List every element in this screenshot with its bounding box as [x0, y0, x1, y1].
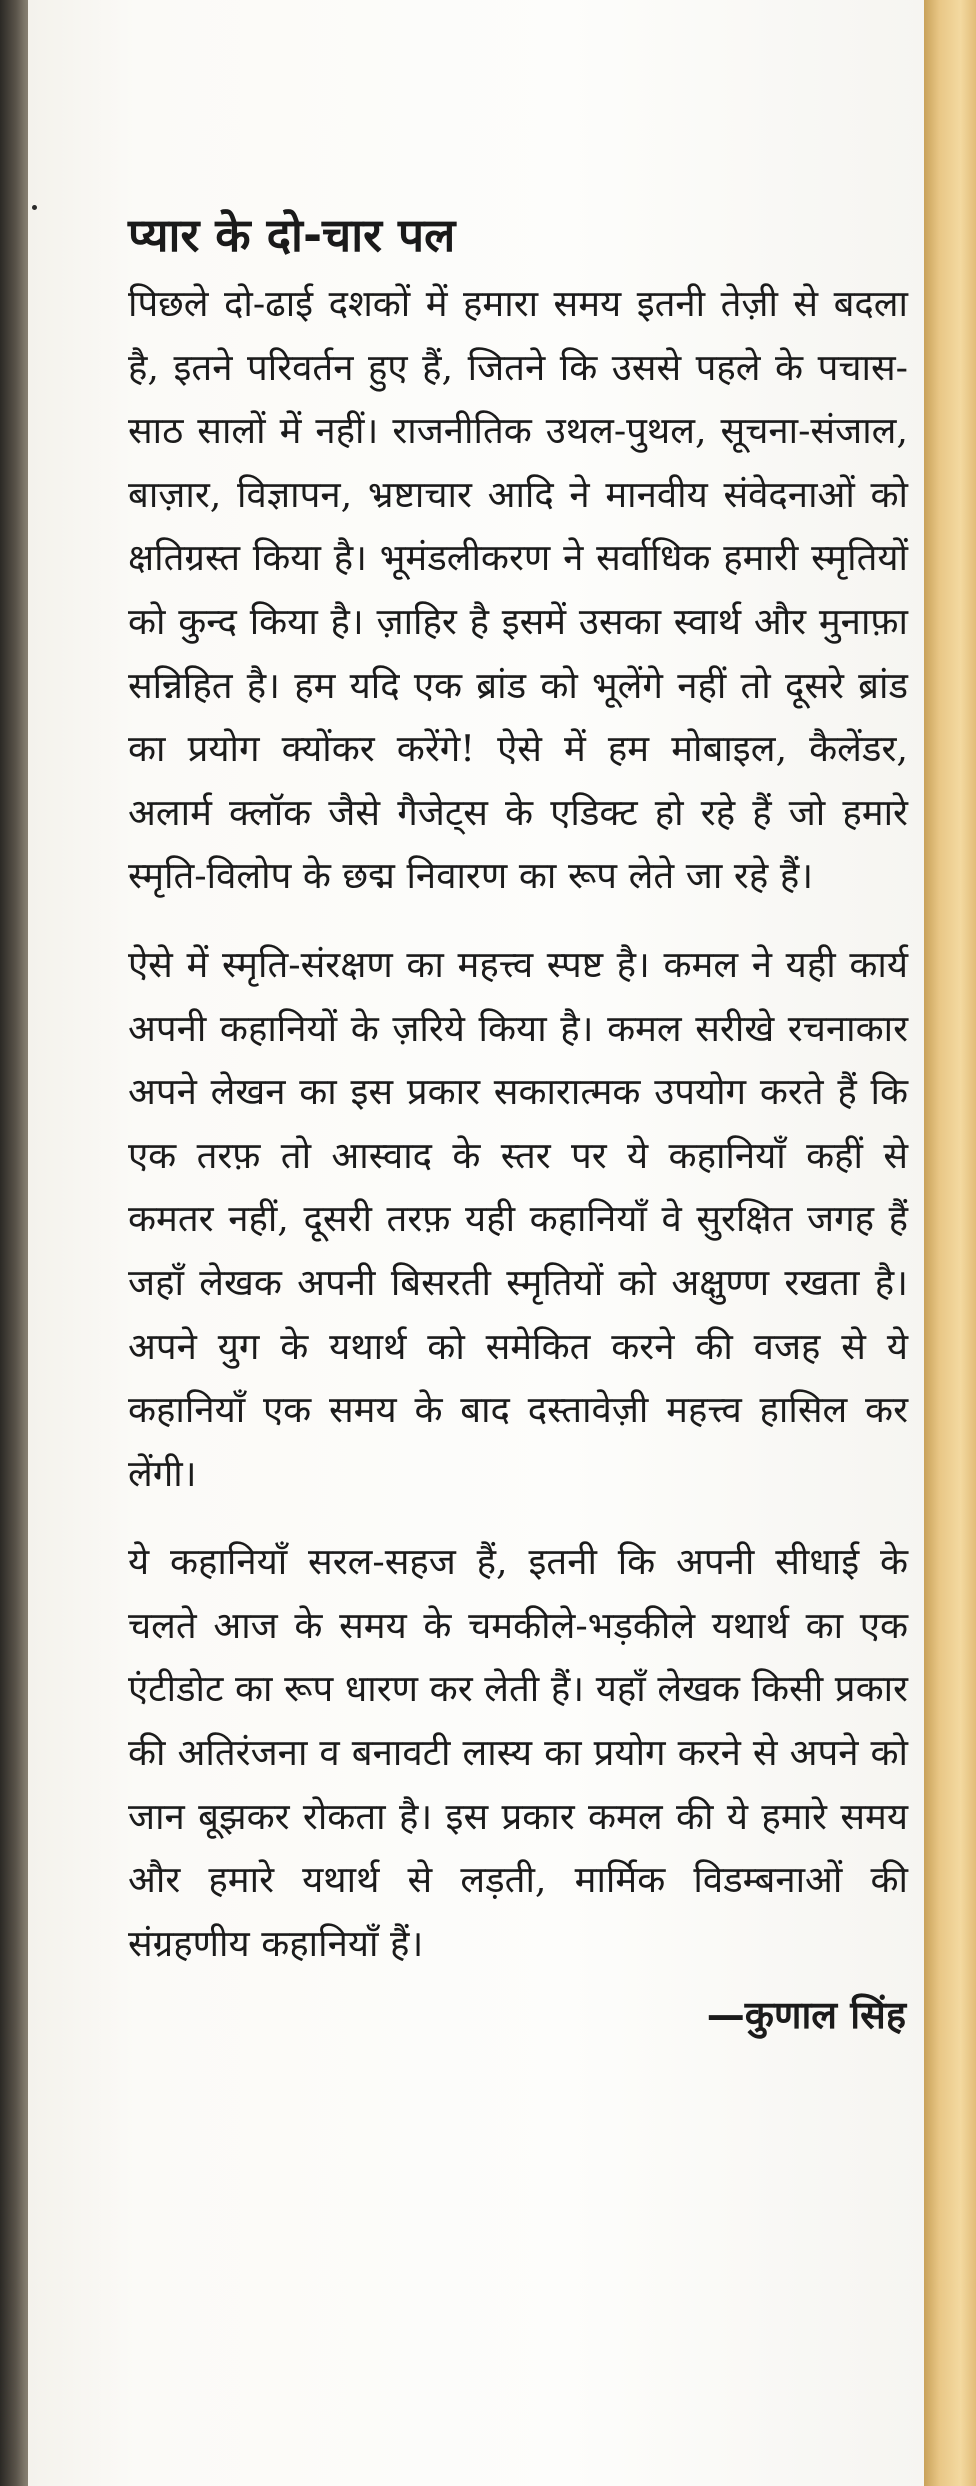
article-title: प्यार के दो-चार पल — [128, 208, 456, 262]
page — [28, 0, 926, 2486]
paragraph-1: पिछले दो-ढाई दशकों में हमारा समय इतनी तेज़ी से बदला है, इतने परिवर्तन हुए हैं, जितने कि उससे पहले के पचास-साठ सालों में नहीं। राजनीतिक उथल-पुथल, सूचना-संजाल, बाज़ार, विज्ञापन, भ्रष्टाचार आदि ने मानवीय संवेदनाओं को क्षतिग्रस्त किया है। भूमंडलीकरण ने सर्वाधिक हमारी स्मृतियों को कुन्द किया है। ज़ाहिर है इसमें उसका स्वार्थ और मुनाफ़ा सन्निहित है। हम यदि एक ब्रांड को भूलेंगे नहीं तो दूसरे ब्रांड का प्रयोग क्योंकर करेंगे! ऐसे में हम मोबाइल, कैलेंडर, अलार्म क्लॉक जैसे गैजेट्स के एडिक्ट हो रहे हैं जो हमारे स्मृति-विलोप के छद्म निवारण का रूप लेते जा रहे हैं। — [128, 282, 908, 898]
paragraph-3: ये कहानियाँ सरल-सहज हैं, इतनी कि अपनी सीधाई के चलते आज के समय के चमकीले-भड़कीले यथार्थ का एक एंटीडोट का रूप धारण कर लेती हैं। यहाँ लेखक किसी प्रकार की अतिरंजना व बनावटी लास्य का प्रयोग करने से अपने को जान बूझकर रोकता है। इस प्रकार कमल की ये हमारे समय और हमारे यथार्थ से लड़ती, मार्मिक विडम्बनाओं की संग्रहणीय कहानियाँ हैं। — [128, 1540, 908, 1965]
cover-edge — [924, 0, 976, 2486]
paragraph-2: ऐसे में स्मृति-संरक्षण का महत्त्व स्पष्ट है। कमल ने यही कार्य अपनी कहानियों के ज़रिये किया है। कमल सरीखे रचनाकार अपने लेखन का इस प्रकार सकारात्मक उपयोग करते हैं कि एक तरफ़ तो आस्वाद के स्तर पर ये कहानियाँ कहीं से कमतर नहीं, दूसरी तरफ़ यही कहानियाँ वे सुरक्षित जगह हैं जहाँ लेखक अपनी बिसरती स्मृतियों को अक्षुण्ण रखता है। अपने युग के यथार्थ को समेकित करने की वजह से ये कहानियाँ एक समय के बाद दस्तावेज़ी महत्त्व हासिल कर लेंगी। — [128, 942, 908, 1495]
speck-mark — [32, 205, 37, 210]
author-signature: —कुणाल सिंह — [706, 1993, 906, 2038]
article — [128, 200, 908, 2046]
